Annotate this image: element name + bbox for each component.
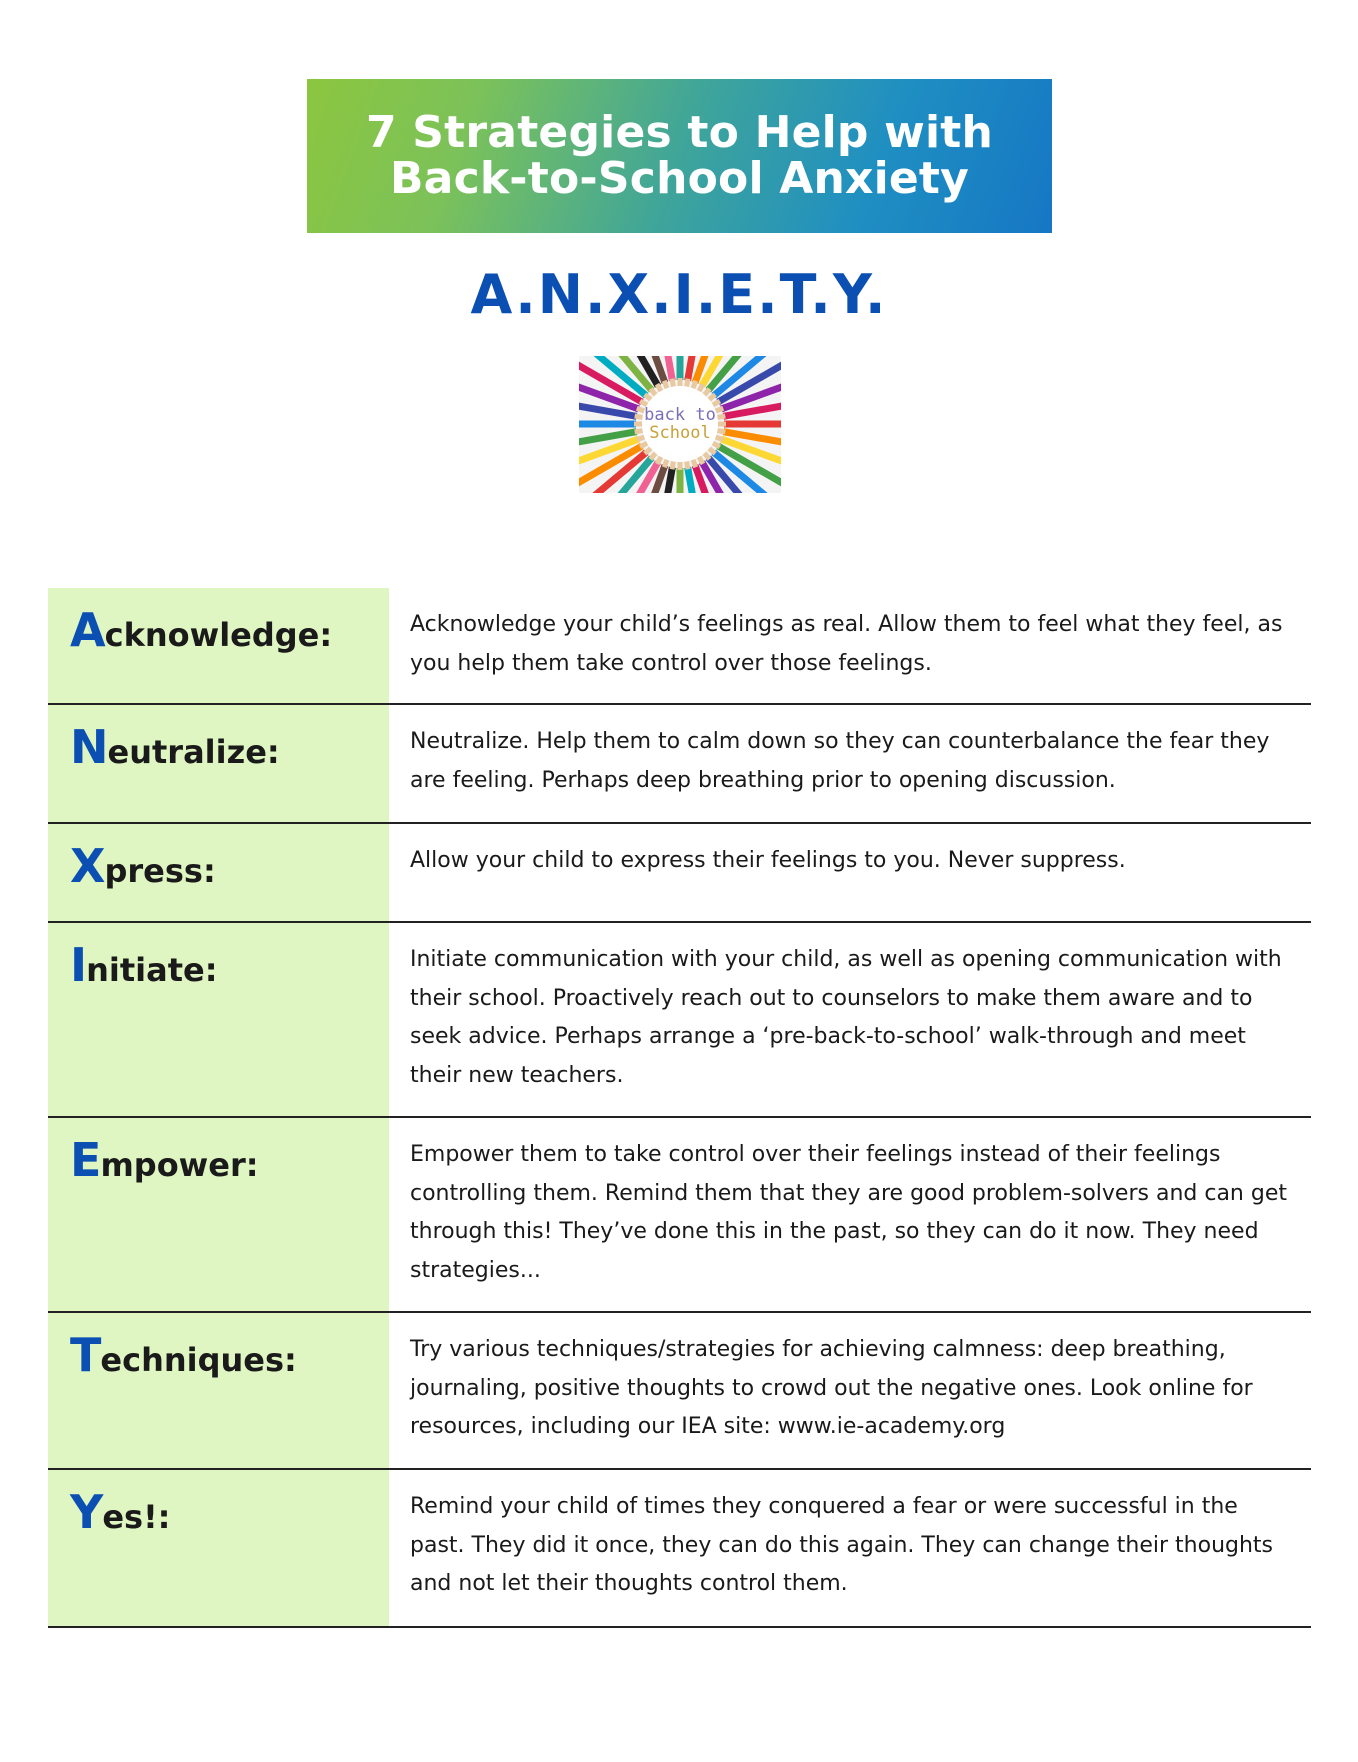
pencil-tip <box>664 381 667 389</box>
row-label <box>48 1118 389 1311</box>
row-label <box>48 1313 389 1468</box>
image-text-line-2: School <box>649 423 711 443</box>
row-label-rest: cknowledge: <box>104 616 333 654</box>
row-initial: N <box>70 720 108 774</box>
table-row-neutralize <box>48 705 1311 824</box>
title-line-2: Back-to-School Anxiety <box>389 153 970 204</box>
acronym-heading: A.N.X.I.E.T.Y. <box>470 263 888 326</box>
row-label <box>48 923 389 1116</box>
pencil-tip <box>699 457 703 464</box>
pencil-tip <box>640 443 647 447</box>
title-banner <box>307 79 1052 233</box>
pencil-tip <box>657 457 661 464</box>
pencil-tip <box>687 379 688 387</box>
row-description: Try various techniques/strategies for achieving calmness: deep breathing, journaling, positive thoughts to crowd out the negative ones. Look online for resources, including our IEA site: www.ie-academy.org <box>410 1337 1253 1439</box>
table-row-techniques <box>48 1313 1311 1470</box>
row-label <box>48 705 389 822</box>
pencil-tip <box>657 384 661 391</box>
anxiety-strategies-table <box>48 588 1311 1628</box>
pencil-tip <box>664 460 667 468</box>
row-label <box>48 1470 389 1626</box>
row-label <box>48 824 389 921</box>
row-initial: Y <box>70 1485 103 1539</box>
row-label-rest: mpower: <box>100 1146 259 1184</box>
pencil-tip <box>716 437 724 440</box>
table-row-yes <box>48 1470 1311 1628</box>
back-to-school-pencils-image <box>579 356 781 493</box>
pencil-tip <box>637 408 645 411</box>
image-text-line-1: back to <box>644 405 716 425</box>
pencil-tip <box>672 461 673 469</box>
pencil-tip <box>713 443 720 447</box>
row-label-rest: echniques: <box>100 1341 297 1379</box>
row-label-rest: nitiate: <box>86 951 218 989</box>
row-description: Remind your child of times they conquered a fear or were successful in the past. They did it once, they can do this again. They can change their thoughts and not let their thoughts control them. <box>410 1494 1274 1596</box>
pencil-tip <box>717 416 725 417</box>
pencil-tip <box>716 408 724 411</box>
row-label-rest: press: <box>104 852 216 890</box>
row-label-rest: eutralize: <box>107 733 280 771</box>
pencil-tip <box>693 460 696 468</box>
row-initial: A <box>70 603 105 657</box>
row-description: Neutralize. Help them to calm down so they can counterbalance the fear they are feeling. Perhaps deep breathing prior to opening discussion. <box>410 729 1270 793</box>
title-line-1: 7 Strategies to Help with <box>365 107 994 158</box>
row-initial: I <box>70 938 87 992</box>
pencil-tip <box>687 461 688 469</box>
row-initial: X <box>70 839 105 893</box>
table-row-acknowledge <box>48 588 1311 705</box>
row-description: Empower them to take control over their feelings instead of their feelings controlling them. Remind them that they are good problem-solvers and can get through this! They’ve done this in the past, so they can do it now. They need strategies... <box>410 1142 1287 1283</box>
pencil-tip <box>672 379 673 387</box>
row-label <box>48 588 389 703</box>
row-initial: E <box>70 1133 101 1187</box>
table-row-empower <box>48 1118 1311 1313</box>
table-row-express <box>48 824 1311 923</box>
pencil-tip <box>699 384 703 391</box>
pencil-tip <box>717 431 725 432</box>
row-description: Initiate communication with your child, as well as opening communication with their school. Proactively reach out to counselors to make them aware and to seek advice. Perhaps arrange a ‘pre-back-to-school’ walk-through and meet their new teachers. <box>410 947 1282 1088</box>
row-label-rest: es!: <box>102 1498 171 1536</box>
pencils-illustration <box>579 356 781 493</box>
table-row-initiate <box>48 923 1311 1118</box>
pencil-tip <box>635 431 643 432</box>
pencil-tip <box>693 381 696 389</box>
pencil-tip <box>635 416 643 417</box>
pencil-tip <box>637 437 645 440</box>
row-description: Allow your child to express their feelings to you. Never suppress. <box>410 848 1126 873</box>
row-description: Acknowledge your child’s feelings as real. Allow them to feel what they feel, as you help them take control over those feelings. <box>410 612 1283 676</box>
row-initial: T <box>70 1328 101 1382</box>
